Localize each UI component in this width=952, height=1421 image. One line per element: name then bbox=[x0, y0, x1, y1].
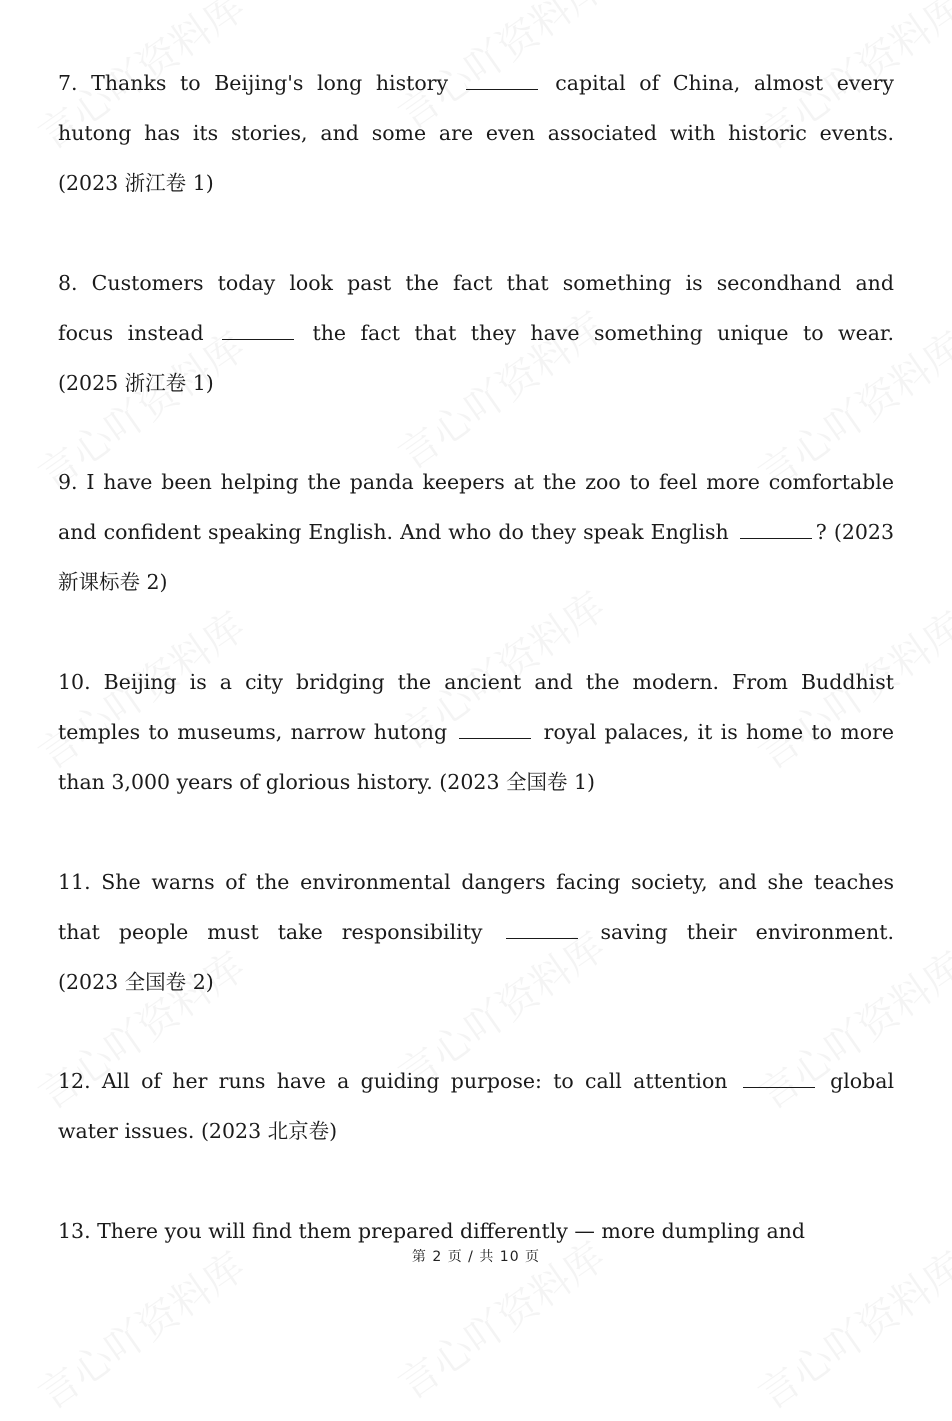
question-line: focus instead the fact that they have something unique to wear. bbox=[58, 321, 894, 345]
question-line: 新课标卷 2) bbox=[58, 570, 168, 594]
question-10 bbox=[58, 657, 894, 807]
question-line: 8. Customers today look past the fact that something is secondhand and bbox=[58, 271, 894, 295]
answer-blank bbox=[466, 71, 538, 90]
question-line: 9. I have been helping the panda keepers at the zoo to feel more comfortable bbox=[58, 470, 894, 494]
answer-blank bbox=[222, 321, 294, 340]
question-11 bbox=[58, 857, 894, 1007]
question-line: 13. There you will find them prepared differently — more dumpling and bbox=[58, 1219, 805, 1243]
question-line: (2023 浙江卷 1) bbox=[58, 171, 214, 195]
question-line: 7. Thanks to Beijing's long history capital of China, almost every bbox=[58, 71, 894, 95]
answer-blank bbox=[506, 920, 578, 939]
question-9 bbox=[58, 457, 894, 607]
question-line: 10. Beijing is a city bridging the ancient and the modern. From Buddhist bbox=[58, 670, 894, 694]
question-line: and confident speaking English. And who do they speak English ? (2023 bbox=[58, 520, 894, 544]
question-12 bbox=[58, 1056, 894, 1156]
answer-blank bbox=[740, 520, 812, 539]
question-line: that people must take responsibility saving their environment. bbox=[58, 920, 894, 944]
question-line: 12. All of her runs have a guiding purpose: to call attention global bbox=[58, 1069, 894, 1093]
question-line: (2023 全国卷 2) bbox=[58, 970, 214, 994]
question-8 bbox=[58, 258, 894, 408]
question-line: water issues. (2023 北京卷) bbox=[58, 1119, 338, 1143]
question-line: temples to museums, narrow hutong royal palaces, it is home to more bbox=[58, 720, 894, 744]
question-line: (2025 浙江卷 1) bbox=[58, 371, 214, 395]
question-line: 11. She warns of the environmental dangers facing society, and she teaches bbox=[58, 870, 894, 894]
answer-blank bbox=[459, 720, 531, 739]
question-line: hutong has its stories, and some are even associated with historic events. bbox=[58, 121, 894, 145]
question-7 bbox=[58, 58, 894, 208]
answer-blank bbox=[743, 1069, 815, 1088]
question-line: than 3,000 years of glorious history. (2023 全国卷 1) bbox=[58, 770, 596, 794]
page-footer: 第 2 页 / 共 10 页 bbox=[411, 1249, 541, 1265]
